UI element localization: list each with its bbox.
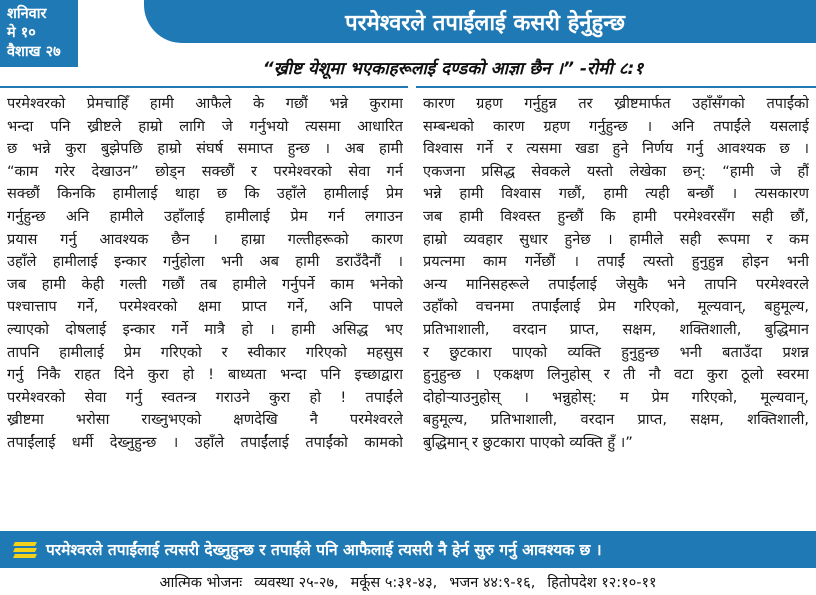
text-line: एकजना प्रसिद्ध सेवकले यस्तो लेखेका छन्: “हामी जे हौं <box>423 162 809 180</box>
text-line: सक्छौं किनकि हामीलाई थाहा छ कि उहाँले हामीलाई प्रेम <box>7 185 403 203</box>
text-line: ख्रीष्टमा भरोसा राख्नुभएको क्षणदेखि नै परमेश्वरले <box>7 411 403 429</box>
text-line: तापनि हामीलाई प्रेम गरिएको र स्वीकार गरिएको महसुस <box>7 343 403 361</box>
date-weekday: शनिवार <box>7 6 47 22</box>
text-line: गर्नु निकै राहत दिने कुरा हो ! बाध्यता भन्दा पनि इच्छाद्वारा <box>7 366 403 384</box>
reading-ref: भजन ४४:९-१६, <box>449 574 536 591</box>
text-line: दोहोऱ्याउनुहोस् । भन्नुहोस्: म प्रेम गरिएको, मूल्यवान्, <box>423 388 809 406</box>
divider-left <box>0 86 408 88</box>
page-title: परमेश्वरले तपाईंलाई कसरी हेर्नुहुन्छ <box>345 10 625 36</box>
book-stack-icon <box>14 540 40 558</box>
text-line: र छुटकारा पाएको व्यक्ति हुनुहुन्छ भनी बताउँदा प्रशन्न <box>423 343 809 361</box>
text-line: हाम्रो व्यवहार सुधार हुनेछ । हामीले सही रूपमा र कम <box>423 230 809 248</box>
text-line: उहाँको वचनमा तपाईंलाई प्रेम गरिएको, मूल्यवान्, बहुमूल्य, <box>423 298 809 316</box>
text-line: परमेश्वरको सेवा गर्नु स्वतन्त्र गराउने कुरा हो ! तपाईंले <box>7 388 403 406</box>
footer-label: आत्मिक भोजनः <box>159 574 243 591</box>
text-line: प्रयत्नमा काम गर्नेछौं । तपाईं त्यस्तो हुनुहुन्न होइन भनी <box>423 253 809 271</box>
text-line: सम्बन्धको कारण ग्रहण गर्नुहुन्छ । अनि तपाईंले यसलाई <box>423 117 809 135</box>
footer-readings <box>0 566 816 595</box>
title-banner <box>144 0 816 43</box>
text-line: जब हामी केही गल्ती गछौं तब हामीले गर्नुपर्ने काम भनेको <box>7 275 403 293</box>
divider-right <box>416 86 816 88</box>
text-line: परमेश्वरको प्रेमचाहिँ हामी आफैले के गछौं भन्ने कुरामा <box>7 95 403 112</box>
right-column <box>423 93 809 455</box>
text-line: हुनुहुन्छ । एकक्षण लिनुहोस् र ती नौ वटा कुरा ठूलो स्वरमा <box>423 366 809 384</box>
text-line: जब हामी विश्वस्त हुन्छौं कि हामी परमेश्वरसँग सही छौं, <box>423 207 809 225</box>
text-line: गर्नुहुन्छ अनि हामीले उहाँलाई हामीलाई प्रेम गर्न लगाउन <box>7 207 403 225</box>
text-line: ल्याएको दोषलाई इन्कार गर्ने मात्रै हो । हामी असिद्ध भए <box>7 320 403 338</box>
reading-ref: व्यवस्था २५-२७, <box>254 574 339 591</box>
text-line: उहाँले हामीलाई इन्कार गर्नुहोला भनी अब हामी डराउँदैनौं । <box>7 253 403 271</box>
reading-ref: हितोपदेश १२:१०-११ <box>547 574 657 591</box>
callout-text: परमेश्वरले तपाईंलाई त्यसरी देख्नुहुन्छ र तपाईंले पनि आफैलाई त्यसरी नै हेर्न सुरु गर्नु आवश्यक छ । <box>46 540 602 559</box>
text-line: पश्चात्ताप गर्ने, परमेश्वरको क्षमा प्राप्त गर्ने, अनि पापले <box>7 298 403 316</box>
text-line: विश्वास गर्ने र त्यसमा खडा हुने निर्णय गर्नु आवश्यक छ । <box>423 140 809 158</box>
text-line: अन्य मानिसहरूले तपाईंलाई जेसुकै भने तापनि परमेश्वरले <box>423 275 809 293</box>
text-line: बुद्धिमान् र छुटकारा पाएको व्यक्ति हुँ ।” <box>423 433 633 451</box>
text-line: छ भन्ने कुरा बुझेपछि हाम्रो संघर्ष समाप्त हुन्छ । अब हामी <box>7 140 403 158</box>
callout-bar <box>0 531 816 566</box>
text-line: बहुमूल्य, प्रतिभाशाली, वरदान प्राप्त, सक्षम, शक्तिशाली, <box>423 411 809 429</box>
text-line: भन्दा पनि ख्रीष्टले हाम्रो लागि जे गर्नुभयो त्यसमा आधारित <box>7 117 403 135</box>
text-line: प्रयास गर्नु आवश्यक छैन । हाम्रा गल्तीहरूको कारण <box>7 230 403 248</box>
reading-ref: मर्कूस ५:३१-४३, <box>350 574 438 591</box>
text-line: “काम गरेर देखाउन” छोड्न सक्छौं र परमेश्वरको सेवा गर्न <box>7 162 403 180</box>
left-column <box>7 93 403 455</box>
text-line: कारण ग्रहण गर्नुहुन्न तर ख्रीष्टमार्फत उहाँसँगको तपाईंको <box>423 95 809 112</box>
text-line: प्रतिभाशाली, वरदान प्राप्त, सक्षम, शक्तिशाली, बुद्धिमान <box>423 320 809 338</box>
date-month-day: मे १० <box>7 25 36 41</box>
text-line: तपाईंलाई धर्मी देख्नुहुन्छ । उहाँले तपाईंलाई तपाईंको कामको <box>7 433 403 451</box>
text-line: भन्ने हामी विश्वास गछौं, हामी त्यही बन्छौं । त्यसकारण <box>423 185 809 203</box>
date-nepali: वैशाख २७ <box>7 44 61 60</box>
key-verse: “ख्रीष्ट येशूमा भएकाहरूलाई दण्डको आज्ञा छैन ।” -रोमी ८:१ <box>262 59 644 79</box>
